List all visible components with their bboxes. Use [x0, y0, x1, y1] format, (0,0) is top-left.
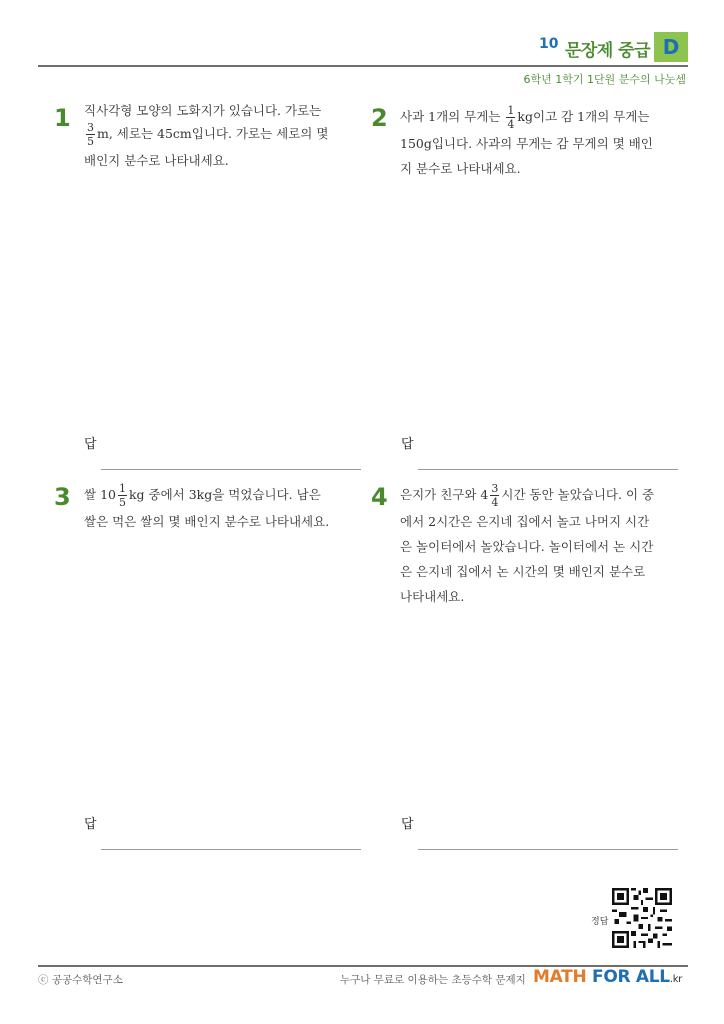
level-badge: D	[654, 32, 688, 62]
problem-line: 쌀 10 $\frac{1}{5}$ kg 중에서 3kg을 먹었습니다. 남은	[84, 482, 321, 509]
answer-line[interactable]	[101, 469, 361, 470]
problem-line: 직사각형 모양의 도화지가 있습니다. 가로는	[84, 103, 322, 118]
problem-text	[84, 482, 369, 534]
brand-logo[interactable]	[533, 967, 682, 987]
sheet-number: 10	[539, 36, 559, 52]
mixed-number: 4 $\frac{3}{4}$	[480, 482, 499, 509]
problem-text	[400, 482, 690, 609]
qr-code-icon[interactable]	[612, 888, 672, 948]
answer-label: 답	[84, 437, 97, 452]
answer-key-label: 정답	[591, 917, 609, 927]
page-subtitle: 6학년 1학기 1단원 분수의 나눗셈	[523, 73, 686, 86]
footer-slogan: 누구나 무료로 이용하는 초등수학 문제지	[340, 974, 526, 986]
mixed-number: 10 $\frac{1}{5}$	[100, 482, 126, 509]
brand-math: MATH	[533, 967, 587, 987]
brand-kr: .kr	[669, 974, 682, 985]
problem-number: 1	[54, 104, 71, 132]
answer-line[interactable]	[101, 849, 361, 850]
answer-label: 답	[401, 817, 414, 832]
header-divider	[38, 65, 688, 67]
problem-line: 배인지 분수로 나타내세요.	[84, 153, 229, 168]
problem-line: 은 은지네 집에서 논 시간의 몇 배인지 분수로	[400, 564, 646, 579]
problem-line: 사과 1개의 무게는 $\frac{1}{4}$ kg이고 감 1개의 무게는	[400, 104, 650, 131]
problem-line: 150g입니다. 사과의 무게는 감 무게의 몇 배인	[400, 136, 653, 151]
fraction: $\frac{1}{4}$	[507, 104, 515, 131]
answer-label: 답	[401, 437, 414, 452]
answer-line[interactable]	[418, 849, 678, 850]
copyright: ⓒ 공공수학연구소	[38, 974, 123, 986]
problem-line: 은 놀이터에서 놀았습니다. 놀이터에서 논 시간	[400, 539, 654, 554]
answer-label: 답	[84, 817, 97, 832]
problem-text	[400, 104, 685, 181]
problem-line: 은지가 친구와 4 $\frac{3}{4}$ 시간 동안 놀았습니다. 이 중	[400, 482, 655, 509]
problem-line: 에서 2시간은 은지네 집에서 놀고 나머지 시간	[400, 514, 650, 529]
page-title: 문장제 중급	[565, 41, 651, 61]
problem-line: 나타내세요.	[400, 589, 465, 604]
problem-line: $\frac{3}{5}$ m, 세로는 45cm입니다. 가로는 세로의 몇	[87, 121, 329, 148]
brand-forall: FOR ALL	[586, 967, 670, 987]
answer-line[interactable]	[418, 469, 678, 470]
problem-number: 2	[371, 104, 388, 132]
problem-number: 4	[371, 483, 388, 511]
problem-line: 지 분수로 나타내세요.	[400, 161, 521, 176]
problem-number: 3	[54, 483, 71, 511]
problem-text	[84, 98, 364, 173]
fraction: $\frac{3}{5}$	[87, 121, 94, 148]
problem-line: 쌀은 먹은 쌀의 몇 배인지 분수로 나타내세요.	[84, 514, 330, 529]
